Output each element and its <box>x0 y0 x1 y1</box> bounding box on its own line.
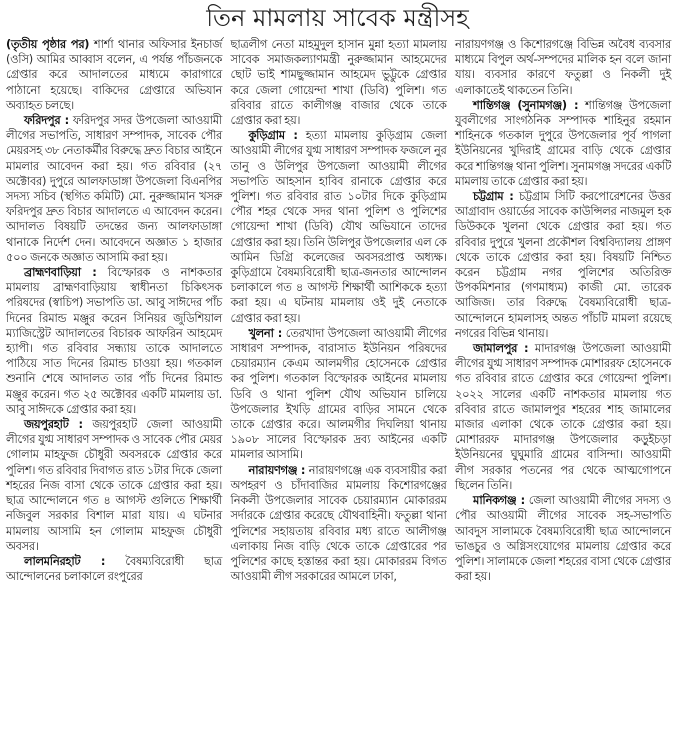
dateline-kurigram: কুড়িগ্রাম : <box>248 128 298 143</box>
column-2 <box>231 37 447 584</box>
dateline-narayanganj: নারায়ণগঞ্জ : <box>248 462 306 477</box>
paragraph-shantiganj <box>455 98 671 189</box>
paragraph-text: চট্টগ্রাম সিটি করপোরেশনের উত্তর আগ্রাবাদ ওয়ার্ডের সাবেক কাউন্সিলর নাজমুল হক ডিউককে খুলনা থেকে গ্রেপ্তার করা হয়। গত রবিবার দুপুরে খুলনা প্রকৌশল বিশ্ববিদ্যালয় প্রাঙ্গণ থেকে তাকে গ্রেপ্তার করা হয়। বিষয়টি নিশ্চিত করেন চট্টগ্রাম নগর পুলিশের অতিরিক্ত উপকমিশনার (গণমাধ্যম) কাজী মো. তারেক আজিজ। তার বিরুদ্ধে বৈষম্যবিরোধী ছাত্র-আন্দোলনে হামলাসহ অন্তত পাঁচটি মামলা রয়েছে নগরের বিভিন্ন থানায়। <box>455 189 671 340</box>
paragraph-khulna <box>231 326 447 463</box>
paragraph-lalmonirhat-cont <box>231 37 447 128</box>
paragraph-text: জেলা আওয়ামী লীগের সদস্য ও পৌর আওয়ামী লীগের সাবেক সহ-সভাপতি আবদুস সালামকে বৈষম্যবিরোধী ছাত্র আন্দোলনে ভাঙচুর ও অগ্নিসংযোগের মামলায় গ্রেপ্তার করে পুলিশ। সালামকে জেলা শহরের বাসা থেকে গ্রেপ্তার করা হয়। <box>455 493 671 584</box>
continuation-label: (তৃতীয় পৃষ্ঠার পর) <box>6 37 90 51</box>
paragraph-brahmanbaria <box>6 265 222 417</box>
dateline-shantiganj: শান্তিগঞ্জ (সুনামগঞ্জ) : <box>473 97 579 112</box>
paragraph-text: বিস্ফোরক ও নাশকতার মামলায় ব্রাহ্মণবাড়িয়ায় স্বাধীনতা চিকিৎসক পরিষদের (স্বাচিপ) সভাপতি ডা. আবু সাঈদের পাঁচ দিনের রিমান্ড মঞ্জুর করেন সিনিয়র জুডিশিয়াল ম্যাজিস্ট্রেট আদালতের বিচারক আফরিন আহমেদ হ্যাপী। গত রবিবার সন্ধ্যায় তাকে আদালতে পাঠিয়ে সাত দিনের রিমান্ড চাওয়া হয়। গতকাল শুনানি শেষে আদালত তার পাঁচ দিনের রিমান্ড মঞ্জুর করেন। গত ২৫ অক্টোবর একটি মামলায় ডা. আবু সাঈদকে গ্রেপ্তার করা হয়। <box>6 265 223 416</box>
dateline-khulna: খুলনা : <box>248 325 283 340</box>
paragraph-text: বৈষম্যবিরোধী ছাত্র আন্দোলনের চলাকালে রংপুরের <box>6 553 222 584</box>
article-columns <box>6 37 671 584</box>
paragraph-narayanganj-cont <box>455 37 671 98</box>
paragraph-continuation <box>6 37 222 113</box>
paragraph-kurigram <box>231 128 447 326</box>
paragraph-text: মাদারগঞ্জ উপজেলা আওয়ামী লীগের যুগ্ম সাধারণ সম্পাদক মোশাররফ হোসেনকে গত রবিবার রাতে গ্রেপ্তার করে গোয়েন্দা পুলিশ। ২০২২ সালের একটি নাশকতার মামলায় গত রবিবার রাতে জামালপুর শহরের শাহ জামালের মাজার এলাকা থেকে তাকে গ্রেপ্তার করা হয়। মোশাররফ মাদারগঞ্জ উপজেলার কড়ুইচড়া ইউনিয়নের ঘুঘুমারি গ্রামের বাসিন্দা। আওয়ামী লীগ সরকার পতনের পর থেকে আত্মগোপনে ছিলেন তিনি। <box>455 341 672 492</box>
paragraph-text: নারায়ণগঞ্জ ও কিশোরগঞ্জে বিভিন্ন অবৈধ ব্যবসার মাধ্যমে বিপুল অর্থ-সম্পদের মালিক হন বলে জানা যায়। ব্যবসার কারণে ফতুল্লা ও নিকলী দুই এলাকাতেই থাকতেন তিনি। <box>455 37 671 97</box>
paragraph-text: ছাত্রলীগ নেতা মাহমুদুল হাসান মুন্না হত্যা মামলায় সাবেক সমাজকল্যাণমন্ত্রী নুরুজ্জামান আহমেদের ছোট ভাই শামছুজ্জামান আহমেদ ভুট্টুকে গ্রেপ্তার করে জেলা গোয়েন্দা শাখা (ডিবি) পুলিশ। গত রবিবার রাতে কালীগঞ্জ বাজার থেকে তাকে গ্রেপ্তার করা হয়। <box>230 37 447 128</box>
paragraph-lalmonirhat <box>6 554 222 584</box>
paragraph-faridpur <box>6 113 222 265</box>
dateline-faridpur: ফরিদপুর : <box>24 113 69 128</box>
paragraph-text: হত্যা মামলায় কুড়িগ্রাম জেলা আওয়ামী লীগের যুগ্ম সাধারণ সম্পাদক ফজলে নুর তানু ও উলিপুর উপজেলা আওয়ামী লীগের সভাপতি আহসান হাবিব রানাকে গ্রেপ্তার করে পুলিশ। গত রবিবার রাত ১০টার দিকে কুড়িগ্রাম পৌর শহর থেকে সদর থানা পুলিশ ও পুলিশের গোয়েন্দা শাখা (ডিবি) যৌথ অভিযানে তাদের গ্রেপ্তার করা হয়। তিনি উলিপুর উপজেলার এল কে আমিন ডিগ্রি কলেজের অবসরপ্রাপ্ত অধ্যক্ষ। কুড়িগ্রামে বৈষম্যবিরোধী ছাত্র-জনতার আন্দোলন চলাকালে গত ৪ আগস্ট শিক্ষার্থী আশিককে হত্যা করা হয়। এ ঘটনায় মামলায় ওই দুই নেতাকে গ্রেপ্তার করা হয়। <box>230 128 447 325</box>
dateline-chattogram: চট্টগ্রাম : <box>473 189 514 204</box>
paragraph-jamalpur <box>455 341 671 493</box>
dateline-jamalpur: জামালপুর : <box>473 341 529 356</box>
paragraph-manikganj <box>455 493 671 584</box>
paragraph-text: শার্শা থানার অফিসার ইনচার্জ (ওসি) আমির আব্বাস বলেন, এ পর্যন্ত পাঁচজনকে গ্রেপ্তার করে আদালতের মাধ্যমে কারাগারে পাঠানো হয়েছে। বাকিদের গ্রেপ্তারে অভিযান অব্যাহত চলছে। <box>6 37 222 112</box>
paragraph-narayanganj <box>231 463 447 585</box>
paragraph-text: তেরখাদা উপজেলা আওয়ামী লীগের সাধারণ সম্পাদক, বারাসাত ইউনিয়ন পরিষদের চেয়ারম্যান কেএম আলমগীর হোসেনকে গ্রেপ্তার কর পুলিশ। গতকাল বিস্ফোরক আইনের মামলায় ডিবি ও থানা পুলিশ যৌথ অভিযান চালিয়ে উপজেলার ইখড়ি গ্রামের বাড়ির সামনে থেকে তাকে গ্রেপ্তার করে। আলমগীর দিঘলিয়া থানায় ১৯০৮ সালের বিস্ফোরক দ্রব্য আইনের একটি মামলার আসামি। <box>230 325 447 462</box>
dateline-manikganj: মানিকগঞ্জ : <box>473 493 525 508</box>
paragraph-chattogram <box>455 189 671 341</box>
paragraph-text: নারায়ণগঞ্জে এক ব্যবসায়ীর করা অপহরণ ও চাঁদাবাজির মামলায় কিশোরগঞ্জের নিকলী উপজেলার সাবেক চেয়ারম্যান মোকাররম সর্দারকে গ্রেপ্তার করেছে যৌথবাহিনী। ফতুল্লা থানা পুলিশের সহায়তায় রবিবার মধ্য রাতে আলীগঞ্জ এলাকায় নিজ বাড়ি থেকে তাকে গ্রেপ্তারের পর পুলিশের কাছে হস্তান্তর করা হয়। মোকাররম বিগত আওয়ামী লীগ সরকারের আমলে ঢাকা, <box>230 462 447 584</box>
paragraph-text: জয়পুরহাট জেলা আওয়ামী লীগের যুগ্ম সাধারণ সম্পাদক ও সাবেক পৌর মেয়র গোলাম মাহফুজ চৌধুরী অবসরকে গ্রেপ্তার করে পুলিশ। গত রবিবার দিবাগত রাত ১টার দিকে জেলা শহরের নিজ বাসা থেকে তাকে গ্রেপ্তার করা হয়। ছাত্র আন্দোলনে গত ৪ আগস্ট গুলিতে শিক্ষার্থী নজিবুল সরকার বিশাল মারা যায়। এ ঘটনার মামলায় আসামি হন গোলাম মাহফুজ চৌধুরী অবসর। <box>6 417 223 553</box>
dateline-joypurhat: জয়পুরহাট : <box>24 417 83 432</box>
paragraph-text: শান্তিগঞ্জ উপজেলা যুবলীগের সাংগঠনিক সম্পাদক শাহিনুর রহমান শাহিনকে গতকাল দুপুরে উপজেলার পূর্ব পাগলা ইউনিয়নের খুদিরাই গ্রামের বাড়ি থেকে গ্রেপ্তার করে শান্তিগঞ্জ থানা পুলিশ। সুনামগঞ্জ সদরের একটি মামলায় তাকে গ্রেপ্তার করা হয়। <box>455 97 671 188</box>
dateline-brahmanbaria: ব্রাহ্মণবাড়িয়া : <box>24 265 97 280</box>
column-3 <box>455 37 671 584</box>
paragraph-joypurhat <box>6 417 222 554</box>
paragraph-text: ফরিদপুর সদর উপজেলা আওয়ামী লীগের সভাপতি, সাধারণ সম্পাদক, সাবেক পৌর মেয়রসহ ৩৮ নেতাকর্মীর বিরুদ্ধে দ্রুত বিচার আইনে মামলার আবেদন করা হয়। গত রবিবার (২৭ অক্টোবর) দুপুরে আলফাডাঙ্গা উপজেলা বিএনপির সদস্য সচিব (স্থগিত কমিটি) মো. নুরুজ্জামান খসরু ফরিদপুর দ্রুত বিচার আদালতে এ আবেদন করেন। আদালত বিষয়টি তদন্তের জন্য আলফাডাঙ্গা থানাকে নির্দেশ দেন। আবেদনে অজ্ঞাত ১ হাজার ৫০০ জনকে অজ্ঞাত আসামি করা হয়। <box>6 113 222 264</box>
dateline-lalmonirhat: লালমনিরহাট : <box>24 553 106 568</box>
headline: তিন মামলায় সাবেক মন্ত্রীসহ <box>206 4 469 32</box>
column-1 <box>6 37 222 584</box>
